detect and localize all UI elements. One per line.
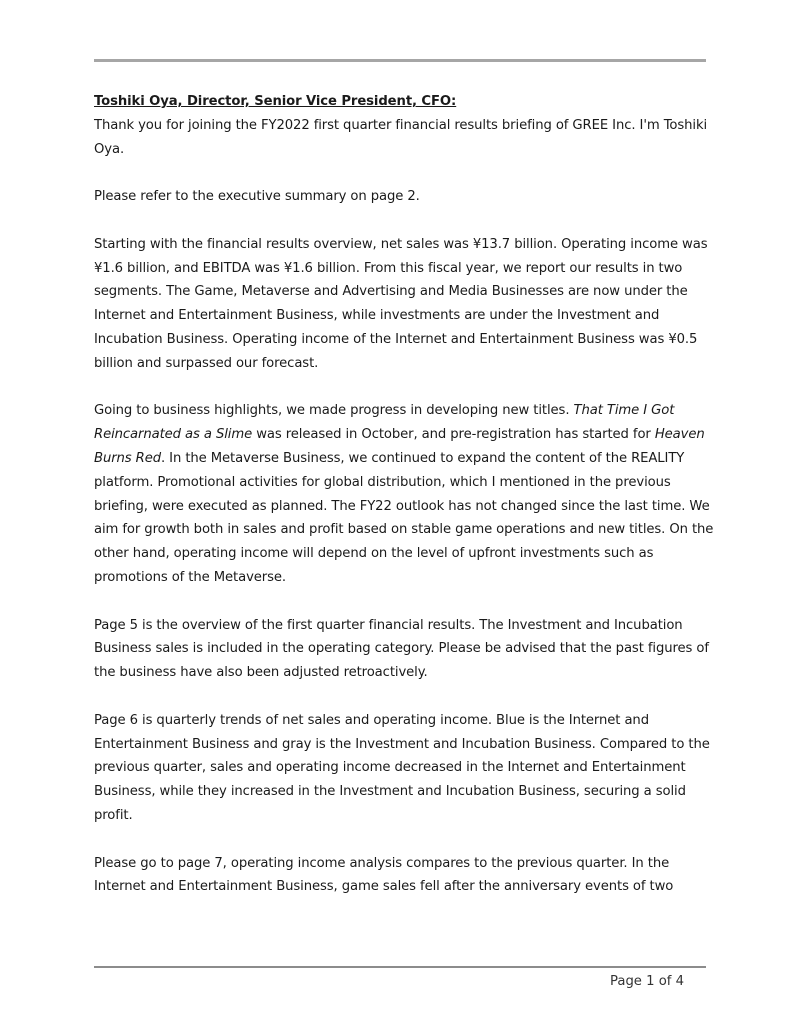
- paragraph-text: Going to business highlights, we made progress in developing new titles.: [94, 403, 574, 419]
- transcript-paragraph: [94, 114, 714, 162]
- title-italic: Heaven Burns Red: [94, 427, 705, 466]
- paragraph-text: Thank you for joining the FY2022 first quarter financial results briefing of GREE Inc. I'm Toshiki Oya.: [94, 117, 708, 157]
- transcript-paragraph: [94, 614, 714, 685]
- header-rule: [94, 59, 706, 62]
- paragraph-text: Page 5 is the overview of the first quarter financial results. The Investment and Incubation Business sales is included in the operating category. Please be advised that the past figures of the business have also been adjusted retroactively.: [94, 617, 709, 681]
- transcript-body: [94, 90, 714, 923]
- paragraph-text: Page 6 is quarterly trends of net sales and operating income. Blue is the Internet and Entertainment Business and gray is the Investment and Incubation Business. Compared to the previous quarter, sales and operating income decreased in the Internet and Entertainment Business, while they increased in the Investment and Incubation Business, securing a solid profit.: [94, 712, 710, 823]
- transcript-paragraph: [94, 233, 714, 376]
- paragraph-container: [94, 114, 714, 899]
- paragraph-text: Please refer to the executive summary on page 2.: [94, 189, 420, 205]
- paragraph-text: Please go to page 7, operating income analysis compares to the previous quarter. In the Internet and Entertainment Business, game sales fell after the anniversary events of two: [94, 855, 674, 895]
- page-number: Page 1 of 4: [610, 974, 684, 989]
- paragraph-text: was released in October, and pre-registration has started for: [252, 427, 655, 443]
- paragraph-text: . In the Metaverse Business, we continued to expand the content of the REALITY platform. Promotional activities for global distribution, which I mentioned in the previous briefing, were executed as planned. The FY22 outlook has not changed since the last time. We aim for growth both in sales and profit based on stable game operations and new titles. On the other hand, operating income will depend on the level of upfront investments such as promotions of the Metaverse.: [94, 450, 714, 585]
- paragraph-text: Starting with the financial results overview, net sales was ¥13.7 billion. Operating income was ¥1.6 billion, and EBITDA was ¥1.6 billion. From this fiscal year, we report our results in two segments. The Game, Metaverse and Advertising and Media Businesses are now under the Internet and Entertainment Business, while investments are under the Investment and Incubation Business. Operating income of the Internet and Entertainment Business was ¥0.5 billion and surpassed our forecast.: [94, 236, 708, 371]
- transcript-paragraph: [94, 852, 714, 900]
- title-italic: That Time I Got Reincarnated as a Slime: [94, 403, 675, 443]
- transcript-paragraph: [94, 399, 714, 589]
- transcript-paragraph: [94, 185, 714, 209]
- footer-rule: [94, 966, 706, 968]
- transcript-paragraph: [94, 709, 714, 828]
- speaker-heading: Toshiki Oya, Director, Senior Vice President, CFO:: [94, 94, 457, 109]
